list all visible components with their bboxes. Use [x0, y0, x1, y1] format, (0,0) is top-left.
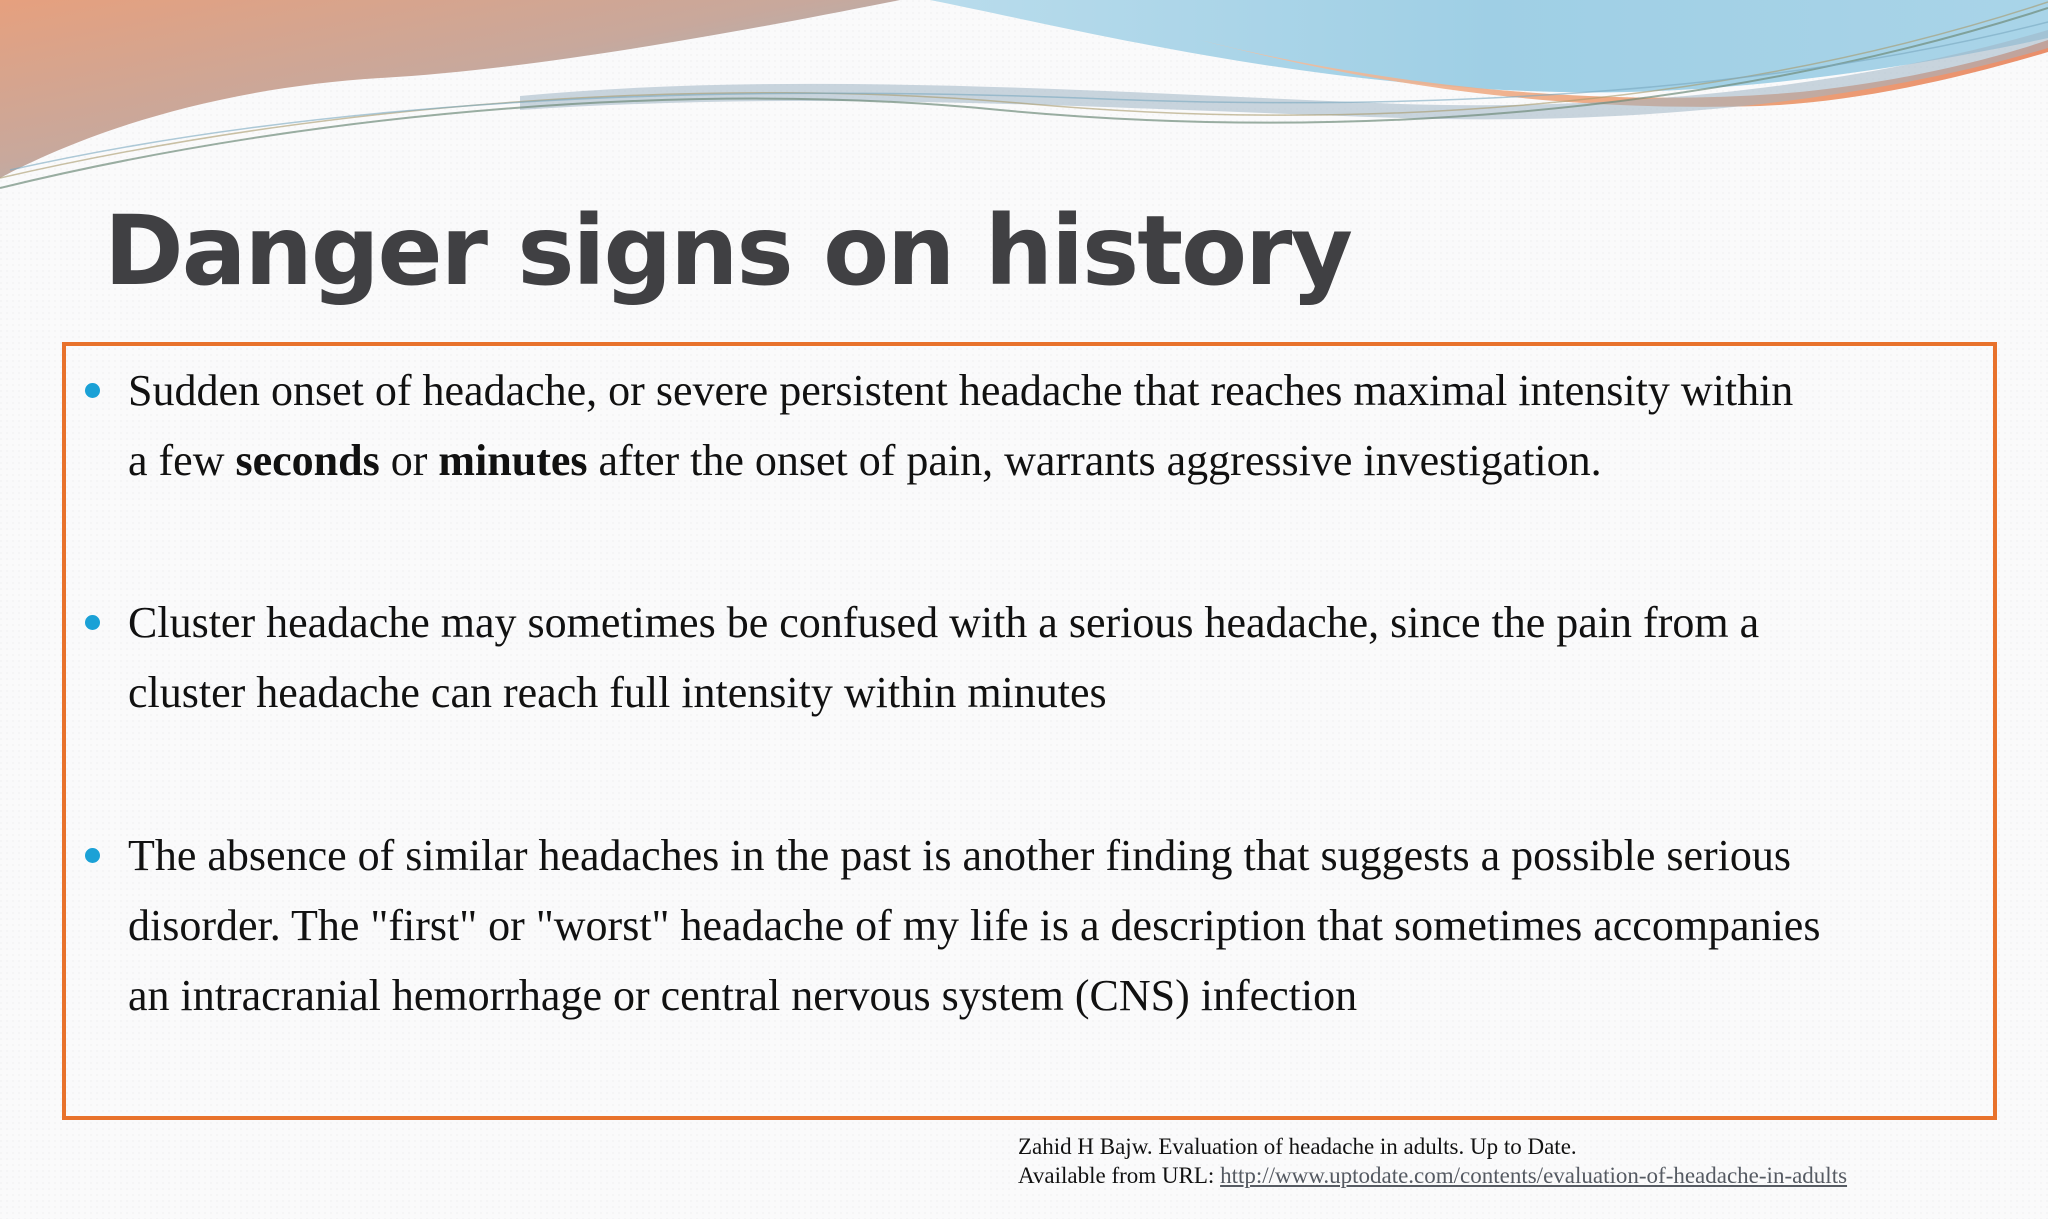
bullet-text-fragment: after the onset of pain, warrants aggressive investigation. — [587, 436, 1602, 485]
bullet-line: an intracranial hemorrhage or central nervous system (CNS) infection — [128, 971, 1358, 1020]
bullet-text — [128, 821, 1991, 1031]
citation-reference: Zahid H Bajw. Evaluation of headache in adults. Up to Date. — [1018, 1134, 1577, 1159]
citation — [1018, 1132, 1847, 1190]
bullet-line — [128, 426, 1991, 496]
bullet-dot-icon — [85, 848, 100, 863]
bullet-text — [128, 588, 1991, 728]
bullet-text — [128, 356, 1991, 496]
bullet-line: The absence of similar headaches in the past is another finding that suggests a possible serious — [128, 831, 1792, 880]
citation-url-line — [1018, 1161, 1847, 1190]
bullet-line: cluster headache can reach full intensity within minutes — [128, 668, 1107, 717]
bullet-dot-icon — [85, 383, 100, 398]
bullet-text-fragment: or — [379, 436, 439, 485]
bold-term-seconds: seconds — [235, 436, 380, 485]
citation-url-label: Available from URL: — [1018, 1163, 1221, 1188]
bullet-line: disorder. The "first" or "worst" headache of my life is a description that sometimes accompanies — [128, 901, 1821, 950]
slide-title: Danger signs on history — [104, 195, 1351, 307]
bullet-dot-icon — [85, 615, 100, 630]
bullet-text-fragment: a few — [128, 436, 236, 485]
header-wave-decoration — [0, 0, 2048, 200]
bold-term-minutes: minutes — [438, 436, 588, 485]
bullet-line: Sudden onset of headache, or severe persistent headache that reaches maximal intensity within — [128, 366, 1794, 415]
citation-link[interactable]: http://www.uptodate.com/contents/evaluation-of-headache-in-adults — [1220, 1163, 1848, 1188]
bullet-line: Cluster headache may sometimes be confused with a serious headache, since the pain from a — [128, 598, 1760, 647]
